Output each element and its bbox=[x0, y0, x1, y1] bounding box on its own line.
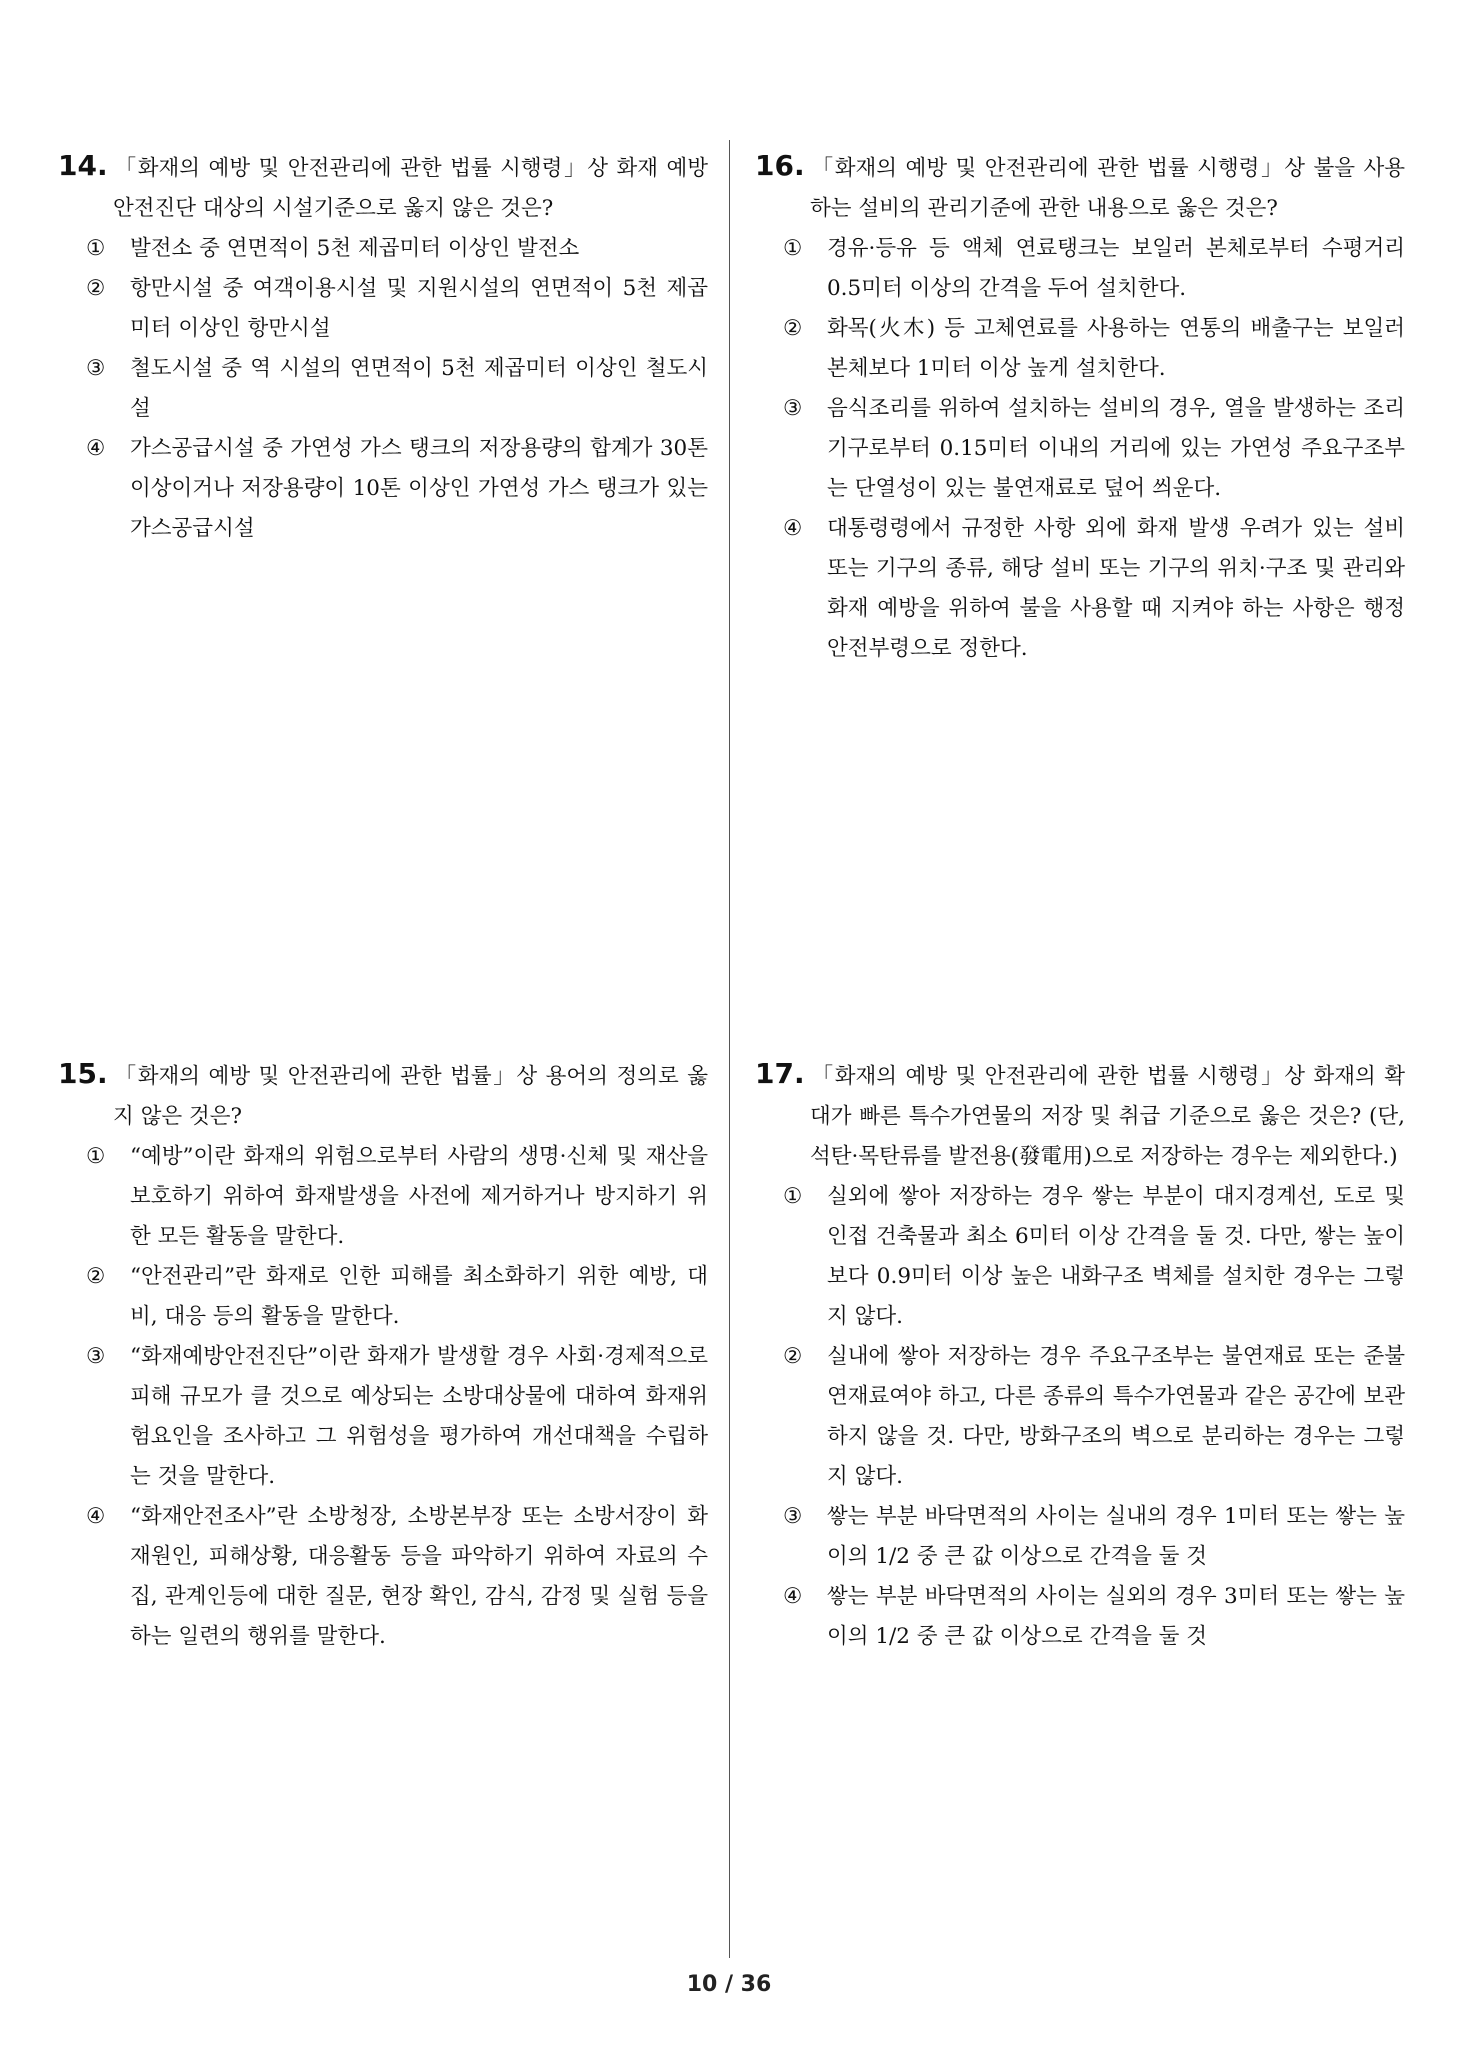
option-item bbox=[58, 1337, 708, 1497]
question-number: 16. bbox=[755, 149, 805, 182]
option-mark: ③ bbox=[86, 1344, 106, 1369]
question-text: 「화재의 예방 및 안전관리에 관한 법률 시행령」상 화재의 확대가 빠른 특수가연물의 저장 및 취급 기준으로 옳은 것은? (단, 석탄·목탄류를 발전용(發電用)으로 저장하는 경우는 제외한다.) bbox=[810, 1064, 1405, 1169]
option-text: 실외에 쌓아 저장하는 경우 쌓는 부분이 대지경계선, 도로 및 인접 건축물과 최소 6미터 이상 간격을 둘 것. 다만, 쌓는 높이보다 0.9미터 이상 높은 내화구조 벽체를 설치한 경우는 그렇지 않다. bbox=[827, 1184, 1405, 1329]
option-item bbox=[58, 1257, 708, 1337]
question-17 bbox=[755, 1054, 1405, 1657]
question-15 bbox=[58, 1054, 708, 1657]
option-text: “화재예방안전진단”이란 화재가 발생할 경우 사회·경제적으로 피해 규모가 클 것으로 예상되는 소방대상물에 대하여 화재위험요인을 조사하고 그 위험성을 평가하여 개선대책을 수립하는 것을 말한다. bbox=[130, 1344, 708, 1489]
question-14 bbox=[58, 146, 708, 549]
question-stem bbox=[58, 146, 708, 229]
question-stem bbox=[755, 1054, 1405, 1177]
column-divider bbox=[729, 140, 730, 1958]
option-text: 실내에 쌓아 저장하는 경우 주요구조부는 불연재료 또는 준불연재료여야 하고, 다른 종류의 특수가연물과 같은 공간에 보관하지 않을 것. 다만, 방화구조의 벽으로 분리하는 경우는 그렇지 않다. bbox=[827, 1344, 1405, 1489]
option-mark: ④ bbox=[783, 1584, 803, 1609]
option-item bbox=[755, 389, 1405, 509]
option-mark: ② bbox=[86, 276, 106, 301]
question-number: 15. bbox=[58, 1057, 108, 1090]
option-text: “안전관리”란 화재로 인한 피해를 최소화하기 위한 예방, 대비, 대응 등의 활동을 말한다. bbox=[130, 1264, 708, 1329]
question-number: 17. bbox=[755, 1057, 805, 1090]
option-mark: ④ bbox=[86, 1504, 106, 1529]
option-mark: ④ bbox=[783, 516, 803, 541]
option-list bbox=[58, 1137, 708, 1657]
option-item bbox=[58, 1497, 708, 1657]
option-item bbox=[755, 1577, 1405, 1657]
option-text: 화목(火木) 등 고체연료를 사용하는 연통의 배출구는 보일러 본체보다 1미터 이상 높게 설치한다. bbox=[827, 316, 1405, 381]
option-text: 가스공급시설 중 가연성 가스 탱크의 저장용량의 합계가 30톤 이상이거나 저장용량이 10톤 이상인 가연성 가스 탱크가 있는 가스공급시설 bbox=[130, 436, 708, 541]
option-mark: ① bbox=[86, 1144, 106, 1169]
option-item bbox=[755, 1177, 1405, 1337]
option-list bbox=[755, 1177, 1405, 1657]
option-item bbox=[58, 1137, 708, 1257]
option-mark: ① bbox=[783, 1184, 803, 1209]
option-text: 대통령령에서 규정한 사항 외에 화재 발생 우려가 있는 설비 또는 기구의 종류, 해당 설비 또는 기구의 위치·구조 및 관리와 화재 예방을 위하여 불을 사용할 때 지켜야 하는 사항은 행정안전부령으로 정한다. bbox=[827, 516, 1405, 661]
option-text: 항만시설 중 여객이용시설 및 지원시설의 연면적이 5천 제곱미터 이상인 항만시설 bbox=[130, 276, 708, 341]
question-text: 「화재의 예방 및 안전관리에 관한 법률」상 용어의 정의로 옳지 않은 것은? bbox=[113, 1064, 708, 1129]
question-stem bbox=[755, 146, 1405, 229]
option-text: 쌓는 부분 바닥면적의 사이는 실내의 경우 1미터 또는 쌓는 높이의 1/2 중 큰 값 이상으로 간격을 둘 것 bbox=[827, 1504, 1405, 1569]
option-mark: ② bbox=[86, 1264, 106, 1289]
option-item bbox=[58, 349, 708, 429]
option-text: 경유·등유 등 액체 연료탱크는 보일러 본체로부터 수평거리 0.5미터 이상의 간격을 두어 설치한다. bbox=[827, 236, 1405, 301]
question-number: 14. bbox=[58, 149, 108, 182]
option-item bbox=[58, 269, 708, 349]
option-text: 쌓는 부분 바닥면적의 사이는 실외의 경우 3미터 또는 쌓는 높이의 1/2 중 큰 값 이상으로 간격을 둘 것 bbox=[827, 1584, 1405, 1649]
question-text: 「화재의 예방 및 안전관리에 관한 법률 시행령」상 불을 사용하는 설비의 관리기준에 관한 내용으로 옳은 것은? bbox=[810, 156, 1405, 221]
option-text: “화재안전조사”란 소방청장, 소방본부장 또는 소방서장이 화재원인, 피해상황, 대응활동 등을 파악하기 위하여 자료의 수집, 관계인등에 대한 질문, 현장 확인, 감식, 감정 및 실험 등을 하는 일련의 행위를 말한다. bbox=[130, 1504, 708, 1649]
option-mark: ③ bbox=[783, 1504, 803, 1529]
option-text: 철도시설 중 역 시설의 연면적이 5천 제곱미터 이상인 철도시설 bbox=[130, 356, 708, 421]
option-item bbox=[755, 309, 1405, 389]
option-mark: ③ bbox=[783, 396, 803, 421]
question-stem bbox=[58, 1054, 708, 1137]
question-16 bbox=[755, 146, 1405, 669]
option-mark: ② bbox=[783, 1344, 803, 1369]
option-list bbox=[58, 229, 708, 549]
option-text: 발전소 중 연면적이 5천 제곱미터 이상인 발전소 bbox=[130, 236, 580, 261]
option-list bbox=[755, 229, 1405, 669]
option-item bbox=[755, 1497, 1405, 1577]
option-mark: ① bbox=[783, 236, 803, 261]
option-text: “예방”이란 화재의 위험으로부터 사람의 생명·신체 및 재산을 보호하기 위하여 화재발생을 사전에 제거하거나 방지하기 위한 모든 활동을 말한다. bbox=[130, 1144, 708, 1249]
option-mark: ② bbox=[783, 316, 803, 341]
option-mark: ① bbox=[86, 236, 106, 261]
option-item bbox=[755, 229, 1405, 309]
option-mark: ③ bbox=[86, 356, 106, 381]
option-item bbox=[58, 429, 708, 549]
question-text: 「화재의 예방 및 안전관리에 관한 법률 시행령」상 화재 예방안전진단 대상의 시설기준으로 옳지 않은 것은? bbox=[113, 156, 708, 221]
option-text: 음식조리를 위하여 설치하는 설비의 경우, 열을 발생하는 조리기구로부터 0.15미터 이내의 거리에 있는 가연성 주요구조부는 단열성이 있는 불연재료로 덮어 씌운다. bbox=[827, 396, 1405, 501]
page-number: 10 / 36 bbox=[686, 1972, 772, 1997]
option-item bbox=[755, 1337, 1405, 1497]
option-item bbox=[755, 509, 1405, 669]
option-mark: ④ bbox=[86, 436, 106, 461]
option-item bbox=[58, 229, 708, 269]
